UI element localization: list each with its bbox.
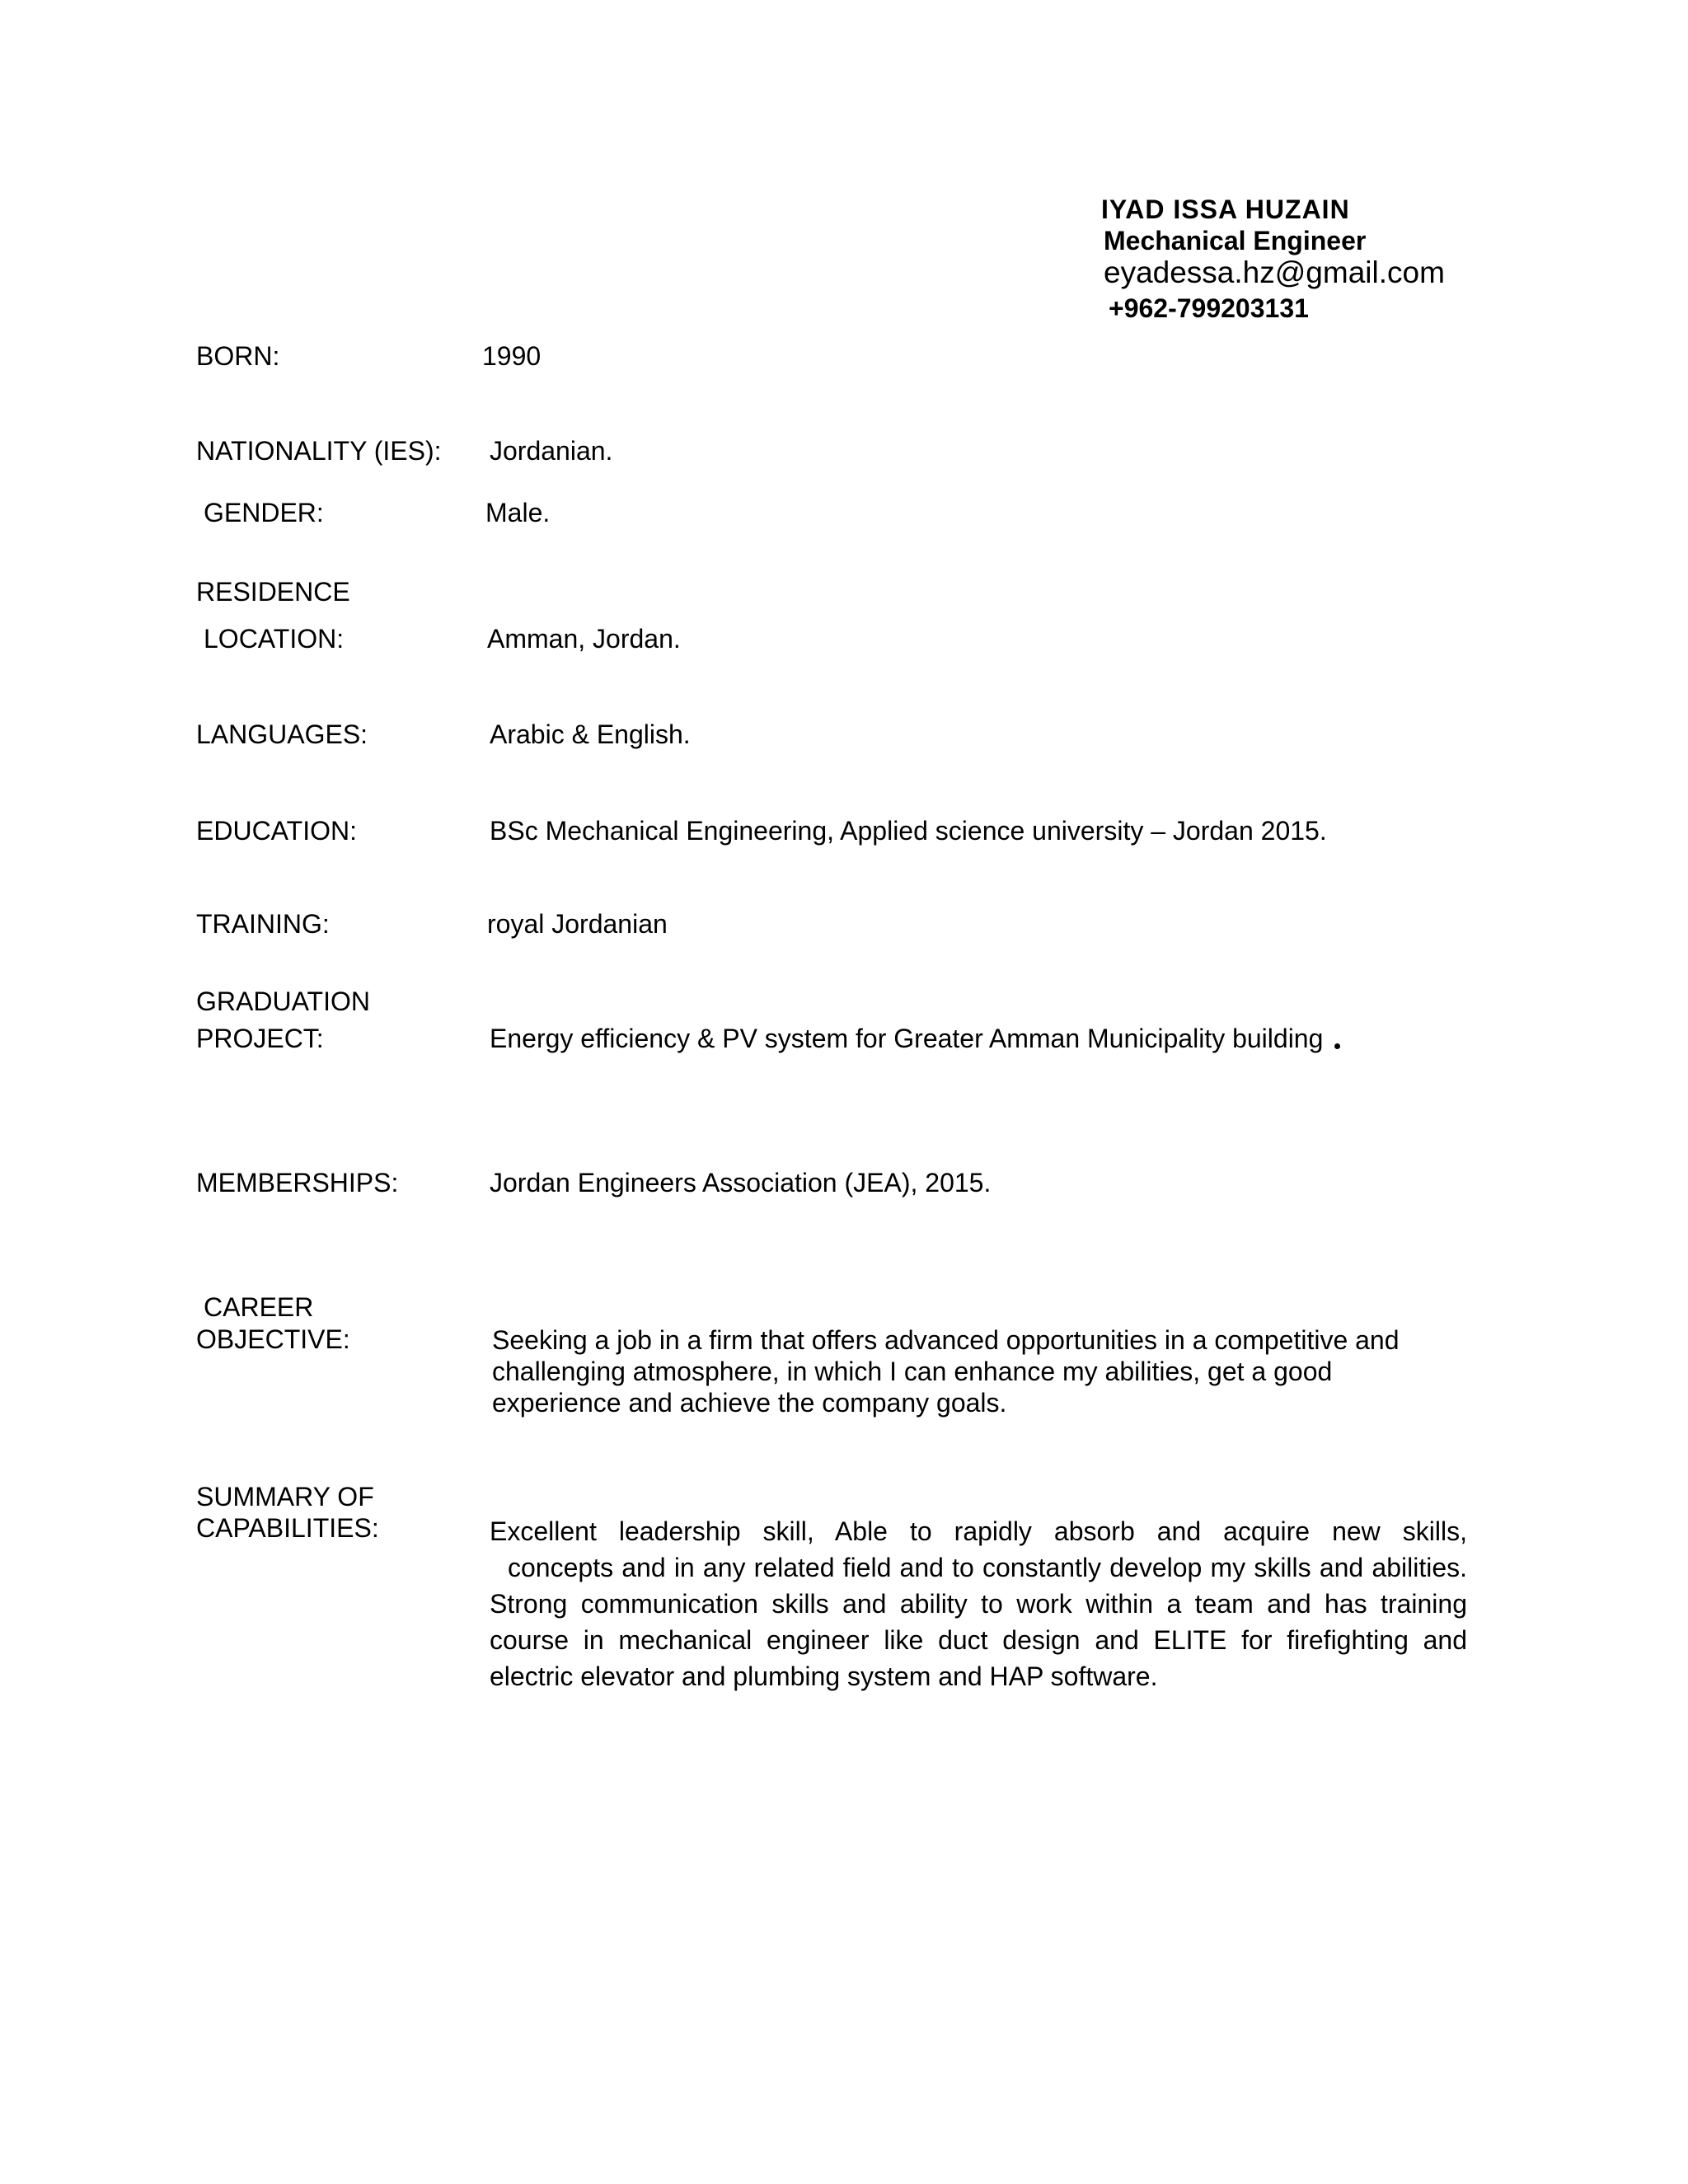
- summary-line: course in mechanical engineer like duct design and ELITE for firefighting and: [490, 1625, 1467, 1655]
- education-label: EDUCATION:: [196, 816, 357, 846]
- capabilities-label: CAPABILITIES:: [196, 1513, 379, 1543]
- gender-value: Male.: [485, 498, 551, 527]
- residence-label: RESIDENCE: [196, 577, 350, 607]
- career-objective-text: [492, 1324, 1400, 1418]
- project-label: PROJECT:: [196, 1024, 324, 1053]
- summary-line: Strong communication skills and ability to work within a team and has training: [490, 1589, 1467, 1619]
- location-label: LOCATION:: [204, 624, 345, 654]
- summary-label: SUMMARY OF: [196, 1482, 374, 1511]
- born-label: BORN:: [196, 341, 280, 371]
- career-objective-line: experience and achieve the company goals.: [492, 1388, 1007, 1418]
- nationality-value: Jordanian.: [490, 436, 613, 466]
- summary-line: electric elevator and plumbing system and HAP software.: [490, 1661, 1158, 1691]
- project-value-text: Energy efficiency & PV system for Greater Amman Municipality building: [490, 1024, 1324, 1053]
- career-label: CAREER: [204, 1292, 314, 1322]
- nationality-label: NATIONALITY (IES):: [196, 436, 442, 466]
- objective-label: OBJECTIVE:: [196, 1324, 350, 1354]
- gender-label: GENDER:: [204, 498, 324, 527]
- location-value: Amman, Jordan.: [487, 624, 681, 654]
- career-objective-line: challenging atmosphere, in which I can enhance my abilities, get a good: [492, 1357, 1333, 1386]
- education-value: BSc Mechanical Engineering, Applied science university – Jordan 2015.: [490, 816, 1327, 846]
- project-value: [490, 1024, 1340, 1054]
- summary-line: Excellent leadership skill, Able to rapidly absorb and acquire new skills,: [490, 1516, 1467, 1546]
- applicant-name: IYAD ISSA HUZAIN: [1101, 194, 1350, 224]
- training-label: TRAINING:: [196, 909, 330, 939]
- career-objective-line: Seeking a job in a firm that offers advanced opportunities in a competitive and: [492, 1325, 1400, 1355]
- languages-label: LANGUAGES:: [196, 719, 368, 749]
- phone-number: +962-799203131: [1109, 293, 1309, 323]
- born-value: 1990: [482, 341, 542, 371]
- training-value: royal Jordanian: [487, 909, 668, 939]
- job-title: Mechanical Engineer: [1104, 226, 1367, 255]
- memberships-value: Jordan Engineers Association (JEA), 2015.: [490, 1168, 992, 1197]
- graduation-label: GRADUATION: [196, 987, 370, 1016]
- email-address: eyadessa.hz@gmail.com: [1104, 255, 1445, 289]
- summary-text: [490, 1513, 1467, 1694]
- languages-value: Arabic & English.: [490, 719, 691, 749]
- memberships-label: MEMBERSHIPS:: [196, 1168, 399, 1197]
- bullet-dot: [1334, 1043, 1340, 1049]
- summary-line: concepts and in any related field and to constantly develop my skills and abilities.: [508, 1553, 1467, 1582]
